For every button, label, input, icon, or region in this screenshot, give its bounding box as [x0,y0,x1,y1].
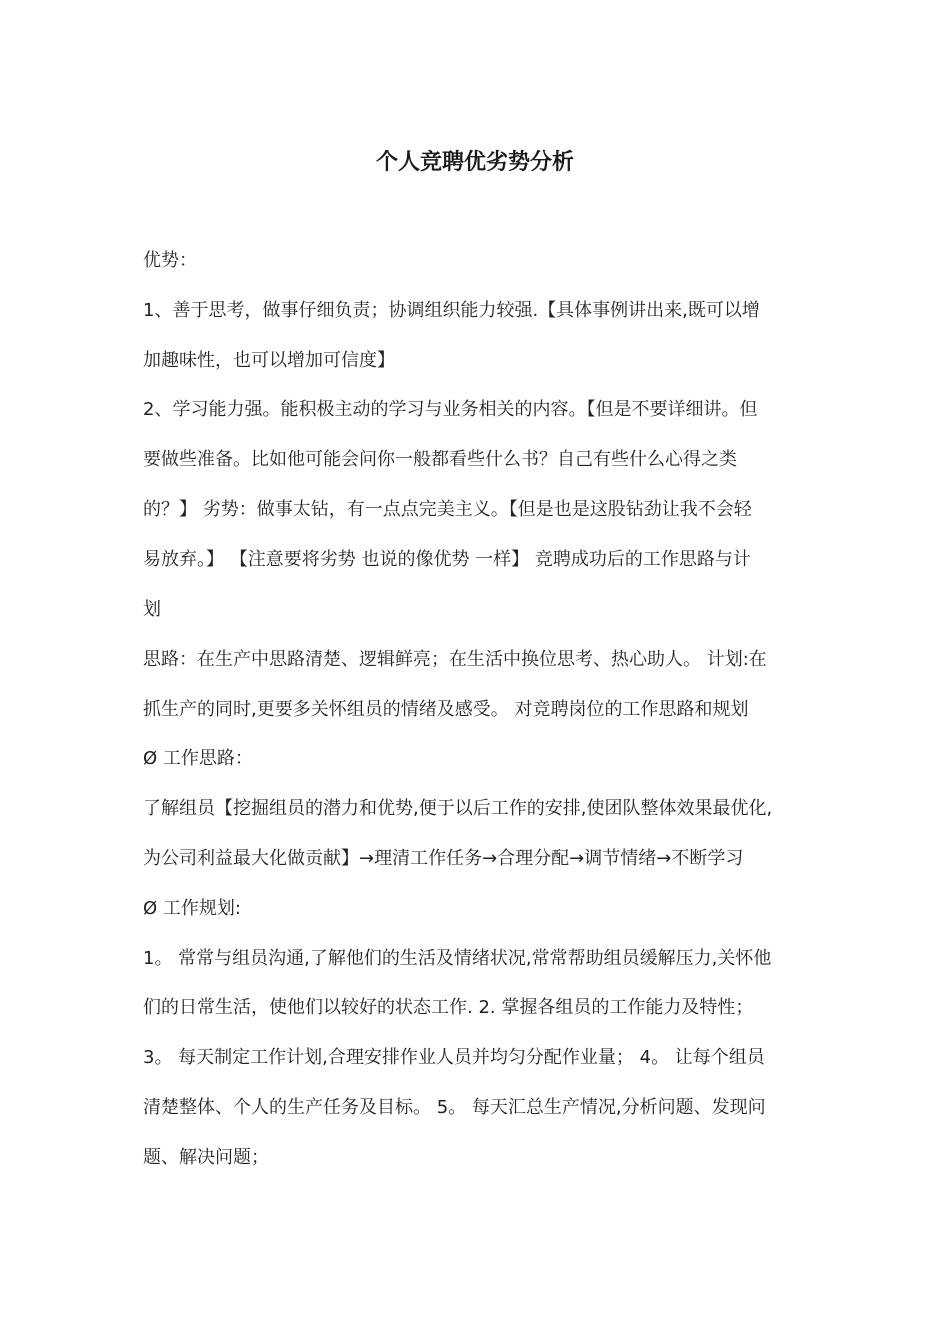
text-line: 要做些准备。比如他可能会问你一般都看些什么书？自己有些什么心得之类 [143,449,737,470]
text-line: 们的日常生活，使他们以较好的状态工作. 2. 掌握各组员的工作能力及特性； [143,997,754,1018]
text-line: Ø 工作规划: [143,898,241,919]
text-line: 2、学习能力强。能积极主动的学习与业务相关的内容。【但是不要详细讲。但 [143,399,758,420]
text-line: 了解组员【挖掘组员的潜力和优势,便于以后工作的安排,使团队整体效果最优化, [143,798,773,819]
text-line: 题、解决问题； [143,1147,269,1168]
text-line: 为公司利益最大化做贡献】→理清工作任务→合理分配→调节情绪→不断学习 [143,848,744,869]
text-line: Ø 工作思路： [143,748,253,769]
text-line: 3。 每天制定工作计划,合理安排作业人员并均匀分配作业量； 4。 让每个组员 [143,1047,765,1068]
text-line: 1、善于思考，做事仔细负责；协调组织能力较强.【具体事例讲出来,既可以增 [143,300,760,321]
text-line: 1。 常常与组员沟通,了解他们的生活及情绪状况,常常帮助组员缓解压力,关怀他 [143,948,772,969]
text-line: 的？】 劣势：做事太钻，有一点点完美主义。【但是也是这股钻劲让我不会轻 [143,499,752,520]
text-line: 划 [143,599,161,620]
text-line: 优势： [143,250,197,271]
text-line: 加趣味性，也可以增加可信度】 [143,350,395,371]
text-line: 思路：在生产中思路清楚、逻辑鲜亮；在生活中换位思考、热心助人。 计划:在 [143,649,767,670]
text-line: 抓生产的同时,更要多关怀组员的情绪及感受。 对竞聘岗位的工作思路和规划 [143,699,749,720]
document-title: 个人竞聘优劣势分析 [375,150,574,175]
text-line: 易放弃。】 【注意要将劣势 也说的像优势 一样】 竞聘成功后的工作思路与计 [143,549,751,570]
text-line: 清楚整体、个人的生产任务及目标。 5。 每天汇总生产情况,分析问题、发现问 [143,1097,766,1118]
